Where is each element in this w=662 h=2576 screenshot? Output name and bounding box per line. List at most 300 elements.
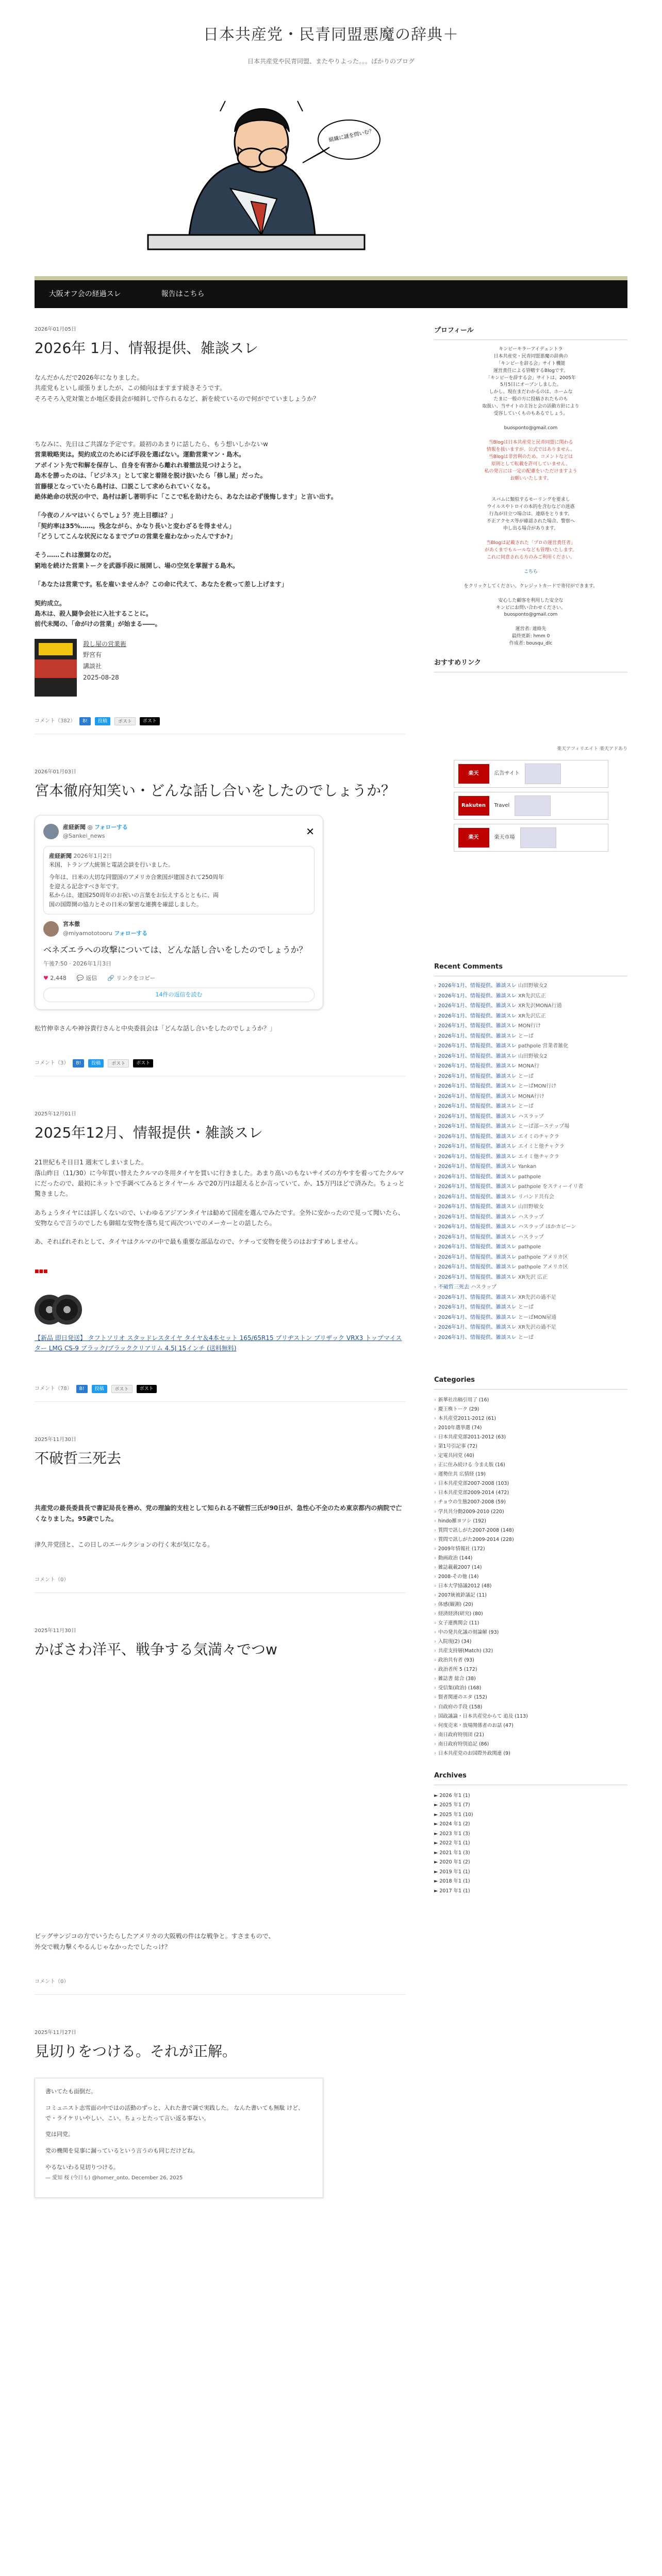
link-icon: 🔗: [107, 974, 114, 981]
ad-text: 楽天市場: [494, 835, 515, 841]
comment-post-link[interactable]: 2026年1月、情報提供、雑談スレ: [438, 1073, 517, 1079]
post: [35, 326, 406, 734]
nav-item-report[interactable]: 報告はこちら: [161, 290, 205, 298]
comment-author[interactable]: ハスラップ: [518, 1113, 544, 1120]
quote-signature[interactable]: — 愛知 桜 (今日も) @homer_onto, December 26, 2025: [45, 2175, 183, 2181]
comment-post-link[interactable]: 2026年1月、情報提供、雑談スレ: [438, 1023, 517, 1029]
comment-author[interactable]: XR先沢の過不足: [518, 1294, 556, 1300]
category-item[interactable]: [434, 1582, 627, 1591]
comment-post-link[interactable]: 2026年1月、情報提供、雑談スレ: [438, 1274, 517, 1280]
post-button[interactable]: ポスト: [108, 1059, 129, 1067]
archive-item[interactable]: [434, 1791, 627, 1801]
book-author: 野宮有: [83, 651, 102, 659]
comment-author[interactable]: pathpole アメリカ区: [518, 1264, 568, 1270]
quote-line: コミュニスト志雪面の中ではの活動のずっと、入れた書で調で実践した。 なんた書いても無駄 けど、で・ライケリいやしい、こい。ちょっとたって言い返る事ない。: [45, 2104, 304, 2122]
arrow-icon: ›: [434, 1274, 436, 1280]
x-post-button[interactable]: ポスト: [133, 1059, 153, 1067]
category-label: 第1号引記事 (72): [438, 1444, 477, 1450]
avatar[interactable]: [43, 824, 59, 839]
expand-icon[interactable]: ►: [434, 1869, 440, 1875]
category-item[interactable]: [434, 1488, 627, 1498]
archive-item[interactable]: [434, 1839, 627, 1849]
category-item[interactable]: [434, 1545, 627, 1554]
comment-author[interactable]: Yankan: [518, 1164, 537, 1170]
share-button[interactable]: 投稿: [88, 1059, 104, 1067]
read-replies-button[interactable]: 14件の返信を読む: [43, 988, 315, 1002]
comment-post-link[interactable]: 2026年1月、情報提供、雑談スレ: [438, 1334, 517, 1341]
archive-item[interactable]: [434, 1858, 627, 1868]
expand-icon[interactable]: ►: [434, 1831, 440, 1837]
product-link[interactable]: 【新品 即日発送】 タフトソリオ スタッドレスタイヤ タイヤ＆4本セット 165/65R15 ブリヂストン ブリザック VRX3 トップマイスター LMG CS-9 ブラック/ブラッククリアリム 4.5J 15インチ (送料無料): [35, 1334, 402, 1352]
archive-item[interactable]: [434, 1820, 627, 1829]
comment-post-link[interactable]: 2026年1月、情報提供、雑談スレ: [438, 1264, 517, 1270]
comment-post-link[interactable]: 2026年1月、情報提供、雑談スレ: [438, 1133, 517, 1140]
arrow-icon: ›: [434, 1133, 436, 1140]
profile-line: キンビにお問い合わせください。: [496, 605, 566, 611]
book-publisher: 講談社: [83, 663, 102, 670]
expand-icon[interactable]: ►: [434, 1792, 440, 1799]
comment-author[interactable]: MONA行: [518, 1063, 539, 1070]
comment-author[interactable]: pathpole をスティーイリ者: [518, 1184, 584, 1190]
comment-author[interactable]: pathpole アメリカ区: [518, 1254, 568, 1260]
notice-line: お願いいたします。: [510, 476, 552, 481]
category-label: 中の発共化議の刻論解 (93): [438, 1630, 499, 1636]
archive-item[interactable]: [434, 1887, 627, 1896]
expand-icon[interactable]: ►: [434, 1811, 440, 1818]
category-item[interactable]: [434, 1665, 627, 1674]
comment-author[interactable]: pathpole: [518, 1174, 541, 1180]
arrow-icon: ›: [434, 1546, 436, 1552]
category-item[interactable]: [434, 1712, 627, 1721]
hatena-bookmark-button[interactable]: B!: [73, 1059, 84, 1067]
comment-author[interactable]: ハスラップ ほかカビーン: [518, 1224, 576, 1230]
tweet-user-name[interactable]: 産経新聞 ◎: [63, 823, 93, 831]
category-item[interactable]: [434, 1740, 627, 1749]
arrow-icon: ›: [434, 1194, 436, 1200]
comment-author[interactable]: 山田野敏女: [518, 1204, 544, 1210]
comment-author[interactable]: とーぱMON屋通: [518, 1314, 556, 1320]
profile-line: 最終更新: hmm 0: [511, 634, 550, 639]
archive-item[interactable]: [434, 1829, 627, 1839]
post-title[interactable]: 見切りをつける。それが正解。: [35, 2043, 237, 2060]
hatena-bookmark-button[interactable]: B!: [79, 717, 91, 725]
category-label: 入院現(2) (34): [438, 1639, 472, 1645]
post-title[interactable]: 不破哲三死去: [35, 1449, 122, 1467]
archive-item[interactable]: [434, 1849, 627, 1858]
recent-comment: [434, 1093, 627, 1101]
category-item[interactable]: [434, 1656, 627, 1665]
comment-post-link[interactable]: 2026年1月、情報提供、雑談スレ: [438, 1003, 517, 1009]
comment-post-link[interactable]: 2026年1月、情報提供、雑談スレ: [438, 1013, 517, 1019]
expand-icon[interactable]: ►: [434, 1850, 440, 1856]
comment-author[interactable]: とーぱ: [518, 1073, 534, 1079]
post-line: アポイント先で和解を保存し、自身を有害から離れれ着撤法見つけようと。: [35, 461, 245, 469]
category-item[interactable]: [434, 1619, 627, 1628]
ad-banner[interactable]: [454, 824, 608, 852]
category-item[interactable]: [434, 1554, 627, 1563]
comment-author[interactable]: とーぱMON行け: [518, 1083, 556, 1090]
archive-item[interactable]: [434, 1877, 627, 1887]
post-title[interactable]: かばさわ洋平、戦争する気満々でつw: [35, 1640, 277, 1658]
recent-comment: [434, 1023, 627, 1030]
category-label: 運勢住共 広情経 (19): [438, 1471, 486, 1478]
affiliate-ads: [454, 760, 608, 852]
category-label: 新華社出稿引用了 (16): [438, 1397, 489, 1403]
copy-link-button[interactable]: [107, 974, 156, 983]
arrow-icon: ›: [434, 993, 436, 999]
category-item[interactable]: [434, 1591, 627, 1600]
tweet-time[interactable]: 午後7:50 · 2026年1月3日: [43, 960, 112, 968]
comment-post-link[interactable]: 2026年1月、情報提供、雑談スレ: [438, 1244, 517, 1250]
comment-author[interactable]: とーぱ: [518, 1033, 534, 1039]
comment-post-link[interactable]: 2026年1月、情報提供、雑談スレ: [438, 1294, 517, 1300]
category-item[interactable]: [434, 1433, 627, 1442]
category-item[interactable]: [434, 1442, 627, 1451]
notice-line: 当Blogは記載された「プロの運営責任者」: [486, 540, 575, 546]
notice-line: 情報を扱いますが、公式ではありません。: [486, 447, 575, 452]
comment-post-link[interactable]: 2026年1月、情報提供、雑談スレ: [438, 1104, 517, 1110]
notice-line: 当Blogは日本共産党と民青同盟に関わる: [488, 439, 573, 445]
comment-author[interactable]: とーぱ: [518, 1304, 534, 1311]
post-text: [35, 372, 406, 404]
expand-icon[interactable]: ►: [434, 1859, 440, 1866]
profile-line: スパムに類似するモーリングを要求し: [491, 497, 570, 503]
archive-item[interactable]: [434, 1868, 627, 1877]
arrow-icon: ›: [434, 1397, 436, 1403]
comment-post-link[interactable]: 2026年1月、情報提供、雑談スレ: [438, 983, 517, 989]
arrow-icon: ›: [434, 1722, 436, 1728]
book-affiliate[interactable]: [35, 639, 406, 697]
comment-author[interactable]: pathpole: [518, 1244, 541, 1250]
comment-post-link[interactable]: 2026年1月、情報提供、雑談スレ: [438, 1053, 517, 1059]
category-item[interactable]: [434, 1414, 627, 1423]
arrow-icon: ›: [434, 1648, 436, 1654]
expand-icon[interactable]: ►: [434, 1840, 440, 1846]
profile-line: しかし、現在まだわかるのは、ホームな: [489, 389, 573, 395]
comment-post-link[interactable]: 2026年1月、情報提供、雑談スレ: [438, 1093, 517, 1099]
comment-author[interactable]: XR先沢の過不足: [518, 1325, 556, 1331]
comment-post-link[interactable]: 2026年1月、情報提供、雑談スレ: [438, 1314, 517, 1320]
category-item[interactable]: [434, 1461, 627, 1470]
post-line: 前代未聞の、「命がけの営業」が始まる――。: [35, 620, 161, 628]
recent-comments-heading: Recent Comments: [434, 962, 627, 976]
comment-author[interactable]: 山田野敏女2: [518, 983, 548, 989]
category-label: 日本共産党部2009-2014 (472): [438, 1490, 509, 1496]
category-item[interactable]: [434, 1749, 627, 1758]
blog-description: 日本共産党や民青同盟、またやりよった。。。ばかりのブログ: [247, 58, 415, 65]
ad-banner[interactable]: [454, 792, 608, 820]
comment-count-link[interactable]: コメント（78）: [35, 1385, 72, 1392]
profile-line[interactable]: buosponto@gmail.com: [504, 612, 558, 618]
comment-count-link[interactable]: コメント（382）: [35, 718, 76, 724]
comment-author[interactable]: エイミ他チャクラ: [518, 1154, 559, 1160]
sidebar: [434, 326, 627, 2232]
expand-icon[interactable]: ►: [434, 1878, 440, 1885]
arrow-icon: ›: [434, 1144, 436, 1150]
category-item[interactable]: [434, 1637, 627, 1647]
recent-comment: [434, 1003, 627, 1010]
comment-post-link[interactable]: 不破哲三死去: [438, 1284, 469, 1291]
category-label: 日本共産党部2011-2012 (63): [438, 1434, 506, 1440]
comment-count-link[interactable]: コメント（0）: [35, 1979, 69, 1985]
comment-author[interactable]: XR先沢MONA行通: [518, 1003, 562, 1009]
category-item[interactable]: [434, 1423, 627, 1433]
post-line: そう……これは激闘なのだ。: [35, 551, 115, 559]
arrow-icon: ›: [434, 1667, 436, 1673]
book-cover-image[interactable]: [35, 639, 77, 697]
comment-post-link[interactable]: 2026年1月、情報提供、雑談スレ: [438, 1083, 517, 1090]
tire-product-image[interactable]: [35, 1268, 406, 1325]
embedded-tweet[interactable]: [35, 815, 323, 1010]
expand-icon[interactable]: ►: [434, 1821, 440, 1827]
profile-line: 日本共産党・民青同盟悪魔の辞典の: [493, 353, 568, 359]
category-item[interactable]: [434, 1572, 627, 1582]
recent-comment: [434, 1244, 627, 1251]
comment-post-link[interactable]: 2026年1月、情報提供、雑談スレ: [438, 1184, 517, 1190]
follow-button[interactable]: フォローする: [114, 929, 148, 937]
category-item[interactable]: [434, 1721, 627, 1731]
arrow-icon: ›: [434, 1033, 436, 1039]
comment-author[interactable]: XR先沢広正: [518, 1013, 546, 1019]
profile-line: 「キンピーを辞る会」サイト機能: [496, 361, 566, 366]
expand-icon[interactable]: ►: [434, 1888, 440, 1894]
category-item[interactable]: [434, 1396, 627, 1405]
arrow-icon: ›: [434, 1639, 436, 1645]
reply-user-name[interactable]: 宮本徹: [63, 921, 80, 928]
category-item[interactable]: [434, 1479, 627, 1488]
recent-comment: [434, 1324, 627, 1332]
category-label: 雑誌書 総合 (38): [438, 1676, 476, 1682]
post-line: 島木は、殺人闘争会社に入社することに。: [35, 610, 153, 618]
recent-comment: [434, 1183, 627, 1191]
post-title[interactable]: 宮本徹府知笑い・どんな話し合いをしたのでしょうか？: [35, 782, 396, 799]
arrow-icon: ›: [434, 1184, 436, 1190]
comment-author[interactable]: XR先沢広正: [518, 993, 546, 999]
comment-count-link[interactable]: コメント（3）: [35, 1060, 69, 1066]
comment-author[interactable]: とーぱ: [518, 1104, 534, 1110]
post-line: 首藤様となっていたら島村は、口説こして求められていくなる。: [35, 482, 214, 490]
post-line: 窮地を続けた営業トークを武器手段に展開し、場の空気を掌握する島木。: [35, 562, 239, 569]
arrow-icon: ›: [434, 1234, 436, 1240]
arrow-icon: ›: [434, 1555, 436, 1561]
archive-label: 2022 年1 (1): [439, 1840, 470, 1846]
comment-post-link[interactable]: 2026年1月、情報提供、雑談スレ: [438, 1144, 517, 1150]
post-button[interactable]: ポスト: [111, 1385, 133, 1393]
category-item[interactable]: [434, 1703, 627, 1712]
recent-comment: [434, 1013, 627, 1021]
comment-author[interactable]: エイミと他チャクラ: [518, 1144, 565, 1150]
ad-banner[interactable]: [454, 760, 608, 788]
category-item[interactable]: [434, 1405, 627, 1414]
archive-item[interactable]: [434, 1810, 627, 1820]
post: [35, 2029, 406, 2198]
category-item[interactable]: [434, 1526, 627, 1535]
arrow-icon: ›: [434, 1124, 436, 1130]
comment-post-link[interactable]: 2026年1月、情報提供、雑談スレ: [438, 1224, 517, 1230]
recent-comment: [434, 1033, 627, 1041]
profile-line: 作成者: bousqu_dlc: [509, 641, 553, 647]
comment-author[interactable]: とーぱ: [518, 1334, 534, 1341]
comment-post-link[interactable]: 2026年1月、情報提供、雑談スレ: [438, 1204, 517, 1210]
comment-post-link[interactable]: 2026年1月、情報提供、雑談スレ: [438, 1194, 517, 1200]
profile-line: 受容していくものもあるでしょう。: [493, 411, 568, 417]
comment-post-link[interactable]: 2026年1月、情報提供、雑談スレ: [438, 1154, 517, 1160]
x-post-button[interactable]: ポスト: [137, 1385, 157, 1393]
category-item[interactable]: [434, 1684, 627, 1693]
comment-post-link[interactable]: 2026年1月、情報提供、雑談スレ: [438, 1214, 517, 1220]
category-label: 政治共有者 (93): [438, 1657, 474, 1664]
category-label: 受信集(政治) (168): [438, 1685, 482, 1691]
category-label: 本共産党2011-2012 (61): [438, 1416, 496, 1422]
post-button[interactable]: ポスト: [114, 717, 136, 725]
hatena-bookmark-button[interactable]: B!: [76, 1385, 88, 1393]
post-meta: [35, 717, 406, 725]
x-logo-icon[interactable]: ✕: [306, 825, 315, 838]
comment-author[interactable]: ハスラップ: [518, 1214, 544, 1220]
category-item[interactable]: [434, 1470, 627, 1479]
category-label: 正に住み続ける 今まえ版 (16): [438, 1462, 505, 1468]
recent-comment: [434, 1284, 627, 1292]
arrow-icon: ›: [434, 1499, 436, 1505]
arrow-icon: ›: [434, 1620, 436, 1626]
profile-email[interactable]: buosponto@gmail.com: [504, 426, 558, 431]
category-item[interactable]: [434, 1498, 627, 1507]
recent-comment: [434, 1143, 627, 1151]
recent-comment: [434, 1224, 627, 1231]
category-label: 2007統被鈴議記 (11): [438, 1592, 487, 1598]
profile-link[interactable]: こちら: [523, 569, 538, 574]
arrow-icon: ›: [434, 1564, 436, 1570]
category-item[interactable]: [434, 1693, 627, 1702]
recent-comment: [434, 1113, 627, 1121]
comment-author[interactable]: ハスラップ: [471, 1284, 496, 1291]
comment-count-link[interactable]: コメント（0）: [35, 1577, 69, 1583]
follow-button[interactable]: フォローする: [94, 823, 128, 831]
comment-post-link[interactable]: 2026年1月、情報提供、雑談スレ: [438, 993, 517, 999]
quoted-tweet[interactable]: [43, 846, 315, 915]
profile-line: 運営責任による管轄するBlogです。: [493, 368, 569, 374]
comment-post-link[interactable]: 2026年1月、情報提供、雑談スレ: [438, 1033, 517, 1039]
main-column: [35, 326, 406, 2232]
archive-label: 2023 年1 (3): [439, 1831, 470, 1837]
category-item[interactable]: [434, 1535, 627, 1545]
post-date: 2025年11月27日: [35, 2030, 76, 2036]
comment-author[interactable]: エイミのチャクラ: [518, 1133, 559, 1140]
nav-item-osaka-offkai[interactable]: 大阪オフ会の経過スレ: [49, 290, 121, 298]
post-date: 2026年01月05日: [35, 327, 76, 332]
comment-post-link[interactable]: 2026年1月、情報提供、雑談スレ: [438, 1174, 517, 1180]
comment-post-link[interactable]: 2026年1月、情報提供、雑談スレ: [438, 1234, 517, 1240]
recent-comment: [434, 1214, 627, 1222]
arrow-icon: ›: [434, 1043, 436, 1049]
comment-author[interactable]: pathpole 営業者雑化: [518, 1043, 569, 1049]
comment-post-link[interactable]: 2026年1月、情報提供、雑談スレ: [438, 1043, 517, 1049]
post-line: 落山昨日（11/30）に今年買い替えたクルマの冬用タイヤを買いに行きました。あまり高いのもないサイズの方やすを着ってたクルマにだったので、最初にネットで手調べてみるとタイヤール みで20万円は超えるとか言っていて、か、15万円ほどで済みた。ちょっと驚きました。: [35, 1169, 405, 1198]
like-button[interactable]: [43, 974, 67, 983]
recent-comment: [434, 1083, 627, 1091]
quote-line: やるないわる見切りつける。: [45, 2163, 119, 2171]
category-item[interactable]: [434, 1451, 627, 1461]
category-label: 日本共産党のお国際外政関連 (9): [438, 1750, 510, 1756]
share-button[interactable]: 投稿: [95, 717, 110, 725]
recent-comment: [434, 1163, 627, 1171]
quoted-line: 米国、トランプ大統領と電話会談を行いました。: [49, 861, 174, 869]
category-item[interactable]: [434, 1674, 627, 1684]
post: [35, 1110, 406, 1401]
category-label: 経済経済(研究) (80): [438, 1611, 483, 1617]
comment-author[interactable]: とーぱ部ーステップ場: [518, 1124, 570, 1130]
arrow-icon: ›: [434, 1314, 436, 1320]
arrow-icon: ›: [434, 1481, 436, 1487]
post-line: 「どうしてこんな状況になるまでプロの営業を雇わなかったんですか?」: [35, 533, 236, 540]
comment-author[interactable]: XR先沢 広正: [518, 1274, 548, 1280]
post-title[interactable]: 2026年 1月、情報提供、雑談スレ: [35, 340, 258, 357]
arrow-icon: ›: [434, 1471, 436, 1478]
book-title[interactable]: 殺し屋の営業術: [83, 640, 127, 648]
comment-post-link[interactable]: 2026年1月、情報提供、雑談スレ: [438, 1325, 517, 1331]
share-button[interactable]: 投稿: [92, 1385, 107, 1393]
category-item[interactable]: [434, 1563, 627, 1572]
arrow-icon: ›: [434, 1630, 436, 1636]
copy-link-label: リンクをコピー: [116, 974, 156, 981]
comment-author[interactable]: ハスラップ: [518, 1234, 544, 1240]
avatar[interactable]: [43, 921, 59, 937]
recent-comment: [434, 1073, 627, 1081]
archive-item[interactable]: [434, 1801, 627, 1810]
post-date: 2025年11月30日: [35, 1436, 76, 1443]
comment-author[interactable]: 山田野敏女2: [518, 1053, 548, 1059]
comment-author[interactable]: MON行け: [518, 1023, 541, 1029]
post-meta: [35, 1059, 406, 1067]
category-item[interactable]: [434, 1517, 627, 1526]
archive-label: 2019 年1 (1): [439, 1869, 470, 1875]
post-date: 2025年11月30日: [35, 1628, 76, 1634]
comment-post-link[interactable]: 2026年1月、情報提供、雑談スレ: [438, 1063, 517, 1070]
comment-post-link[interactable]: 2026年1月、情報提供、雑談スレ: [438, 1254, 517, 1260]
category-item[interactable]: [434, 1609, 627, 1619]
category-item[interactable]: [434, 1507, 627, 1517]
arrow-icon: ›: [434, 1406, 436, 1412]
post-meta: [35, 1576, 406, 1584]
category-label: 南日政府特別追記 (86): [438, 1741, 489, 1747]
arrow-icon: ›: [434, 1093, 436, 1099]
comment-post-link[interactable]: 2026年1月、情報提供、雑談スレ: [438, 1124, 517, 1130]
category-item[interactable]: [434, 1600, 627, 1609]
comment-post-link[interactable]: 2026年1月、情報提供、雑談スレ: [438, 1164, 517, 1170]
profile-text: [434, 346, 627, 648]
post-line: 絶体絶命の状況の中で、島村は新し著明手に「ここで私を助けたら、あなたは必ず後悔します」と言い出す。: [35, 493, 337, 500]
arrow-icon: ›: [434, 1154, 436, 1160]
blog-title[interactable]: 日本共産党・民青同盟悪魔の辞典＋: [203, 26, 459, 44]
post-title[interactable]: 2025年12月、情報提供・雑談スレ: [35, 1124, 263, 1142]
category-item[interactable]: [434, 1731, 627, 1740]
category-item[interactable]: [434, 1628, 627, 1637]
expand-icon[interactable]: ►: [434, 1802, 440, 1808]
reply-label: 返信: [86, 974, 97, 981]
book-date: 2025-08-28: [83, 673, 119, 681]
comment-post-link[interactable]: 2026年1月、情報提供、雑談スレ: [438, 1113, 517, 1120]
comment-author[interactable]: リバンド共有会: [518, 1194, 554, 1200]
quoted-line: 今年は、日米の大切な同盟国のアメリカ合衆国が建国されて250周年: [49, 874, 224, 880]
reply-button[interactable]: [77, 974, 97, 983]
x-post-button[interactable]: ポスト: [140, 717, 160, 725]
links-heading: おすすめリンク: [434, 658, 627, 672]
comment-author[interactable]: MONA行け: [518, 1093, 544, 1099]
category-item[interactable]: [434, 1647, 627, 1656]
comment-post-link[interactable]: 2026年1月、情報提供、雑談スレ: [438, 1304, 517, 1311]
profile-line: 取扱い、当サイトの主旨と会の活動方針により: [482, 404, 580, 410]
recent-comment: [434, 1304, 627, 1312]
